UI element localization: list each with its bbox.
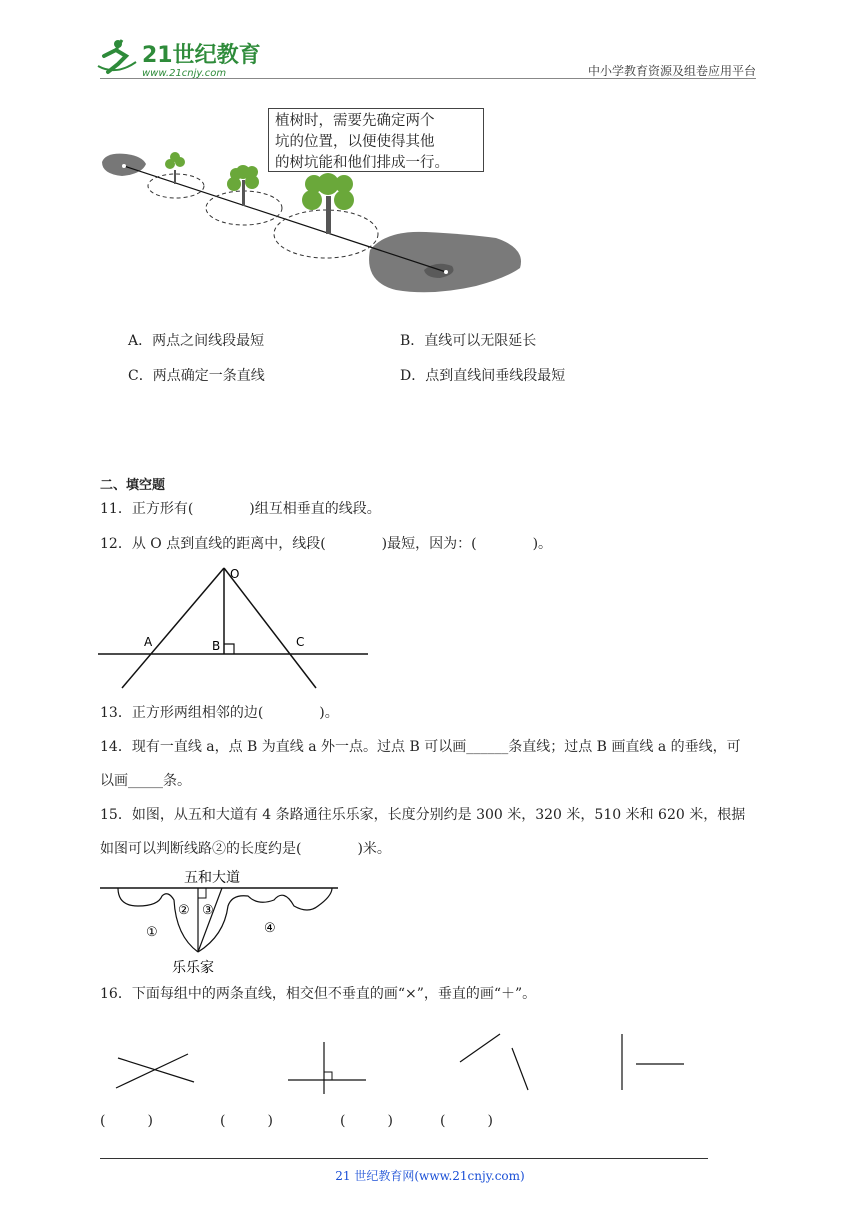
callout-line: 的树坑能和他们排成一行。 — [275, 155, 449, 171]
header-platform-text: 中小学教育资源及组卷应用平台 — [587, 64, 756, 78]
answer-blank-1[interactable]: ( ) — [100, 1113, 153, 1129]
site-logo — [96, 36, 266, 80]
answer-blank-2[interactable]: ( ) — [220, 1113, 273, 1129]
logo-runner-icon — [96, 36, 266, 80]
option-a[interactable]: A．两点之间线段最短 — [128, 333, 265, 349]
callout-line: 植树时，需要先确定两个 — [275, 113, 435, 129]
label-c: C — [296, 635, 305, 649]
label-o: O — [230, 567, 240, 581]
section-title: 二、填空题 — [100, 478, 166, 493]
footer-link[interactable]: 21 世纪教育网(www.21cnjy.com) — [335, 1169, 525, 1183]
footer-divider — [100, 1158, 708, 1159]
question-14-line-2: 以画_____条。 — [100, 773, 191, 789]
question-15-line-2: 如图可以判断线路②的长度约是( )米。 — [100, 841, 391, 857]
line-pairs-figure — [96, 1028, 716, 1098]
question-12: 12．从 O 点到直线的距离中，线段( )最短，因为：( )。 — [100, 536, 553, 552]
question-15-line-1: 15．如图，从五和大道有 4 条路通往乐乐家，长度分别约是 300 米，320 米，510 米和 620 米，根据 — [100, 807, 746, 823]
road-label: 五和大道 — [184, 870, 240, 886]
answer-blank-3[interactable]: ( ) — [340, 1113, 393, 1129]
question-16: 16．下面每组中的两条直线，相交但不垂直的画“×”，垂直的画“＋”。 — [100, 986, 537, 1002]
route-1-label: ① — [146, 925, 158, 940]
route-3-label: ③ — [202, 903, 214, 918]
question-11: 11．正方形有( )组互相垂直的线段。 — [100, 501, 381, 517]
option-b[interactable]: B．直线可以无限延长 — [400, 333, 537, 349]
header-divider — [100, 78, 756, 79]
option-d[interactable]: D．点到直线间垂线段最短 — [400, 368, 566, 384]
route-2-label: ② — [178, 903, 190, 918]
route-4-label: ④ — [264, 921, 276, 936]
question-13: 13．正方形两组相邻的边( )。 — [100, 705, 339, 721]
label-a: A — [144, 635, 153, 649]
callout-box — [268, 108, 484, 172]
label-b: B — [212, 639, 221, 653]
perpendicular-figure — [96, 562, 376, 694]
question-14-line-1: 14．现有一直线 a，点 B 为直线 a 外一点。过点 B 可以画______条直线；过点 B 画直线 a 的垂线，可 — [100, 739, 741, 755]
home-label: 乐乐家 — [172, 960, 214, 976]
answer-blank-4[interactable]: ( ) — [440, 1113, 493, 1129]
callout-line: 坑的位置，以便使得其他 — [275, 134, 435, 150]
logo-text: 21世纪教育 — [142, 43, 261, 68]
logo-url: www.21cnjy.com — [142, 68, 227, 79]
road-map-figure — [98, 866, 348, 978]
option-c[interactable]: C．两点确定一条直线 — [128, 368, 265, 384]
